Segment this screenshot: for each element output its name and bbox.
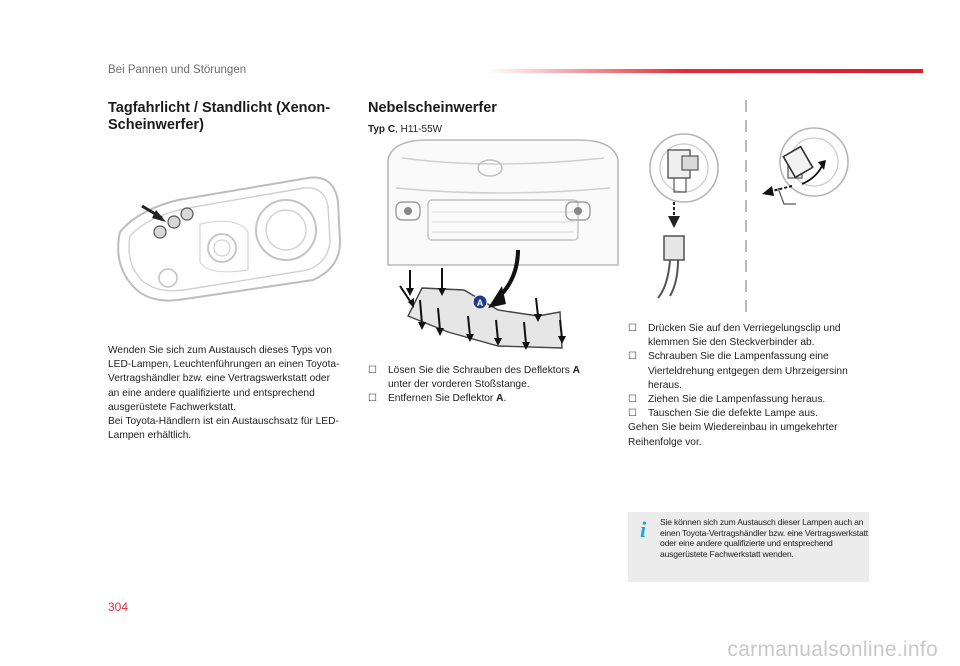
bullet-icon: ☐ xyxy=(628,351,637,363)
lamp-type-label: Typ C xyxy=(368,124,396,135)
info-icon: i xyxy=(640,517,647,542)
watermark: carmanualsonline.info xyxy=(727,638,938,661)
replace-step-3 xyxy=(628,393,878,407)
bullet-icon: ☐ xyxy=(628,323,637,334)
fog-step-2-text: Entfernen Sie Deflektor xyxy=(388,393,497,405)
lamp-type-value: , H11-55W xyxy=(395,124,443,135)
deflector-marker-label: A xyxy=(476,298,484,308)
left-paragraph-2: Bei Toyota-Händlern ist ein Austauschsatz für LED-Lampen erhältlich. xyxy=(108,416,339,442)
fog-step-1 xyxy=(368,364,608,392)
info-text: Sie können sich zum Austausch dieser Lampen auch an einen Toyota-Vertragshändler bzw. eine Vertragswerkstatt oder eine andere qualifizierte und entsprechend ausgerüstete Fachwerkstatt wenden. xyxy=(660,517,868,559)
reassembly-note: Gehen Sie beim Wiedereinbau in umgekehrter Reihenfolge vor. xyxy=(628,422,838,448)
headlamp-illustration xyxy=(108,172,344,307)
header-accent-bar xyxy=(488,69,923,73)
bullet-icon: ☐ xyxy=(628,408,637,420)
fog-lamp-connector-illustration xyxy=(628,100,878,312)
fog-lamp-replace-steps xyxy=(628,322,878,450)
fog-step-1-bold: A xyxy=(572,365,580,376)
section-header: Bei Pannen und Störungen xyxy=(108,64,247,76)
replace-step-4 xyxy=(628,407,878,421)
fog-step-2-after: . xyxy=(503,393,507,405)
page-number: 304 xyxy=(108,600,129,614)
replace-step-1 xyxy=(628,322,878,350)
lamp-type-line xyxy=(368,124,442,135)
replace-step-1-text: Drücken Sie auf den Verriegelungsclip und klemmen Sie den Steckverbinder ab. xyxy=(648,323,841,349)
bullet-icon: ☐ xyxy=(628,394,637,406)
fog-step-1b-text: unter der vorderen Stoßstange. xyxy=(388,379,530,391)
fog-step-2-bold: A xyxy=(496,393,504,405)
replace-step-4-text: Tauschen Sie die defekte Lampe aus. xyxy=(648,408,818,420)
left-section-title: Tagfahrlicht / Standlicht (Xenon-Scheinwerfer) xyxy=(108,100,331,133)
replace-step-2 xyxy=(628,350,878,393)
left-paragraph: Wenden Sie sich zum Austausch dieses Typs von LED-Lampen, Leuchtenführungen an einen Toyota-Vertragshändler bzw. eine Vertragswerkstatt oder an eine andere qualifizierte und entsprechend ausgerüstete Fachwerkstatt. xyxy=(108,345,340,413)
replace-step-2-text: Schrauben Sie die Lampenfassung eine Vierteldrehung entgegen dem Uhrzeigersinn heraus. xyxy=(648,351,848,391)
replace-step-3-text: Ziehen Sie die Lampenfassung heraus. xyxy=(648,394,826,406)
bullet-icon: ☐ xyxy=(368,365,377,376)
fog-lamp-title: Nebelscheinwerfer xyxy=(368,100,497,116)
left-paragraph-block xyxy=(108,344,344,443)
fog-step-2 xyxy=(368,392,608,406)
bullet-icon: ☐ xyxy=(368,393,377,405)
bumper-deflector-illustration xyxy=(388,140,618,360)
fog-step-1-text: Lösen Sie die Schrauben des Deflektors xyxy=(388,365,573,376)
fog-lamp-steps xyxy=(368,364,608,407)
